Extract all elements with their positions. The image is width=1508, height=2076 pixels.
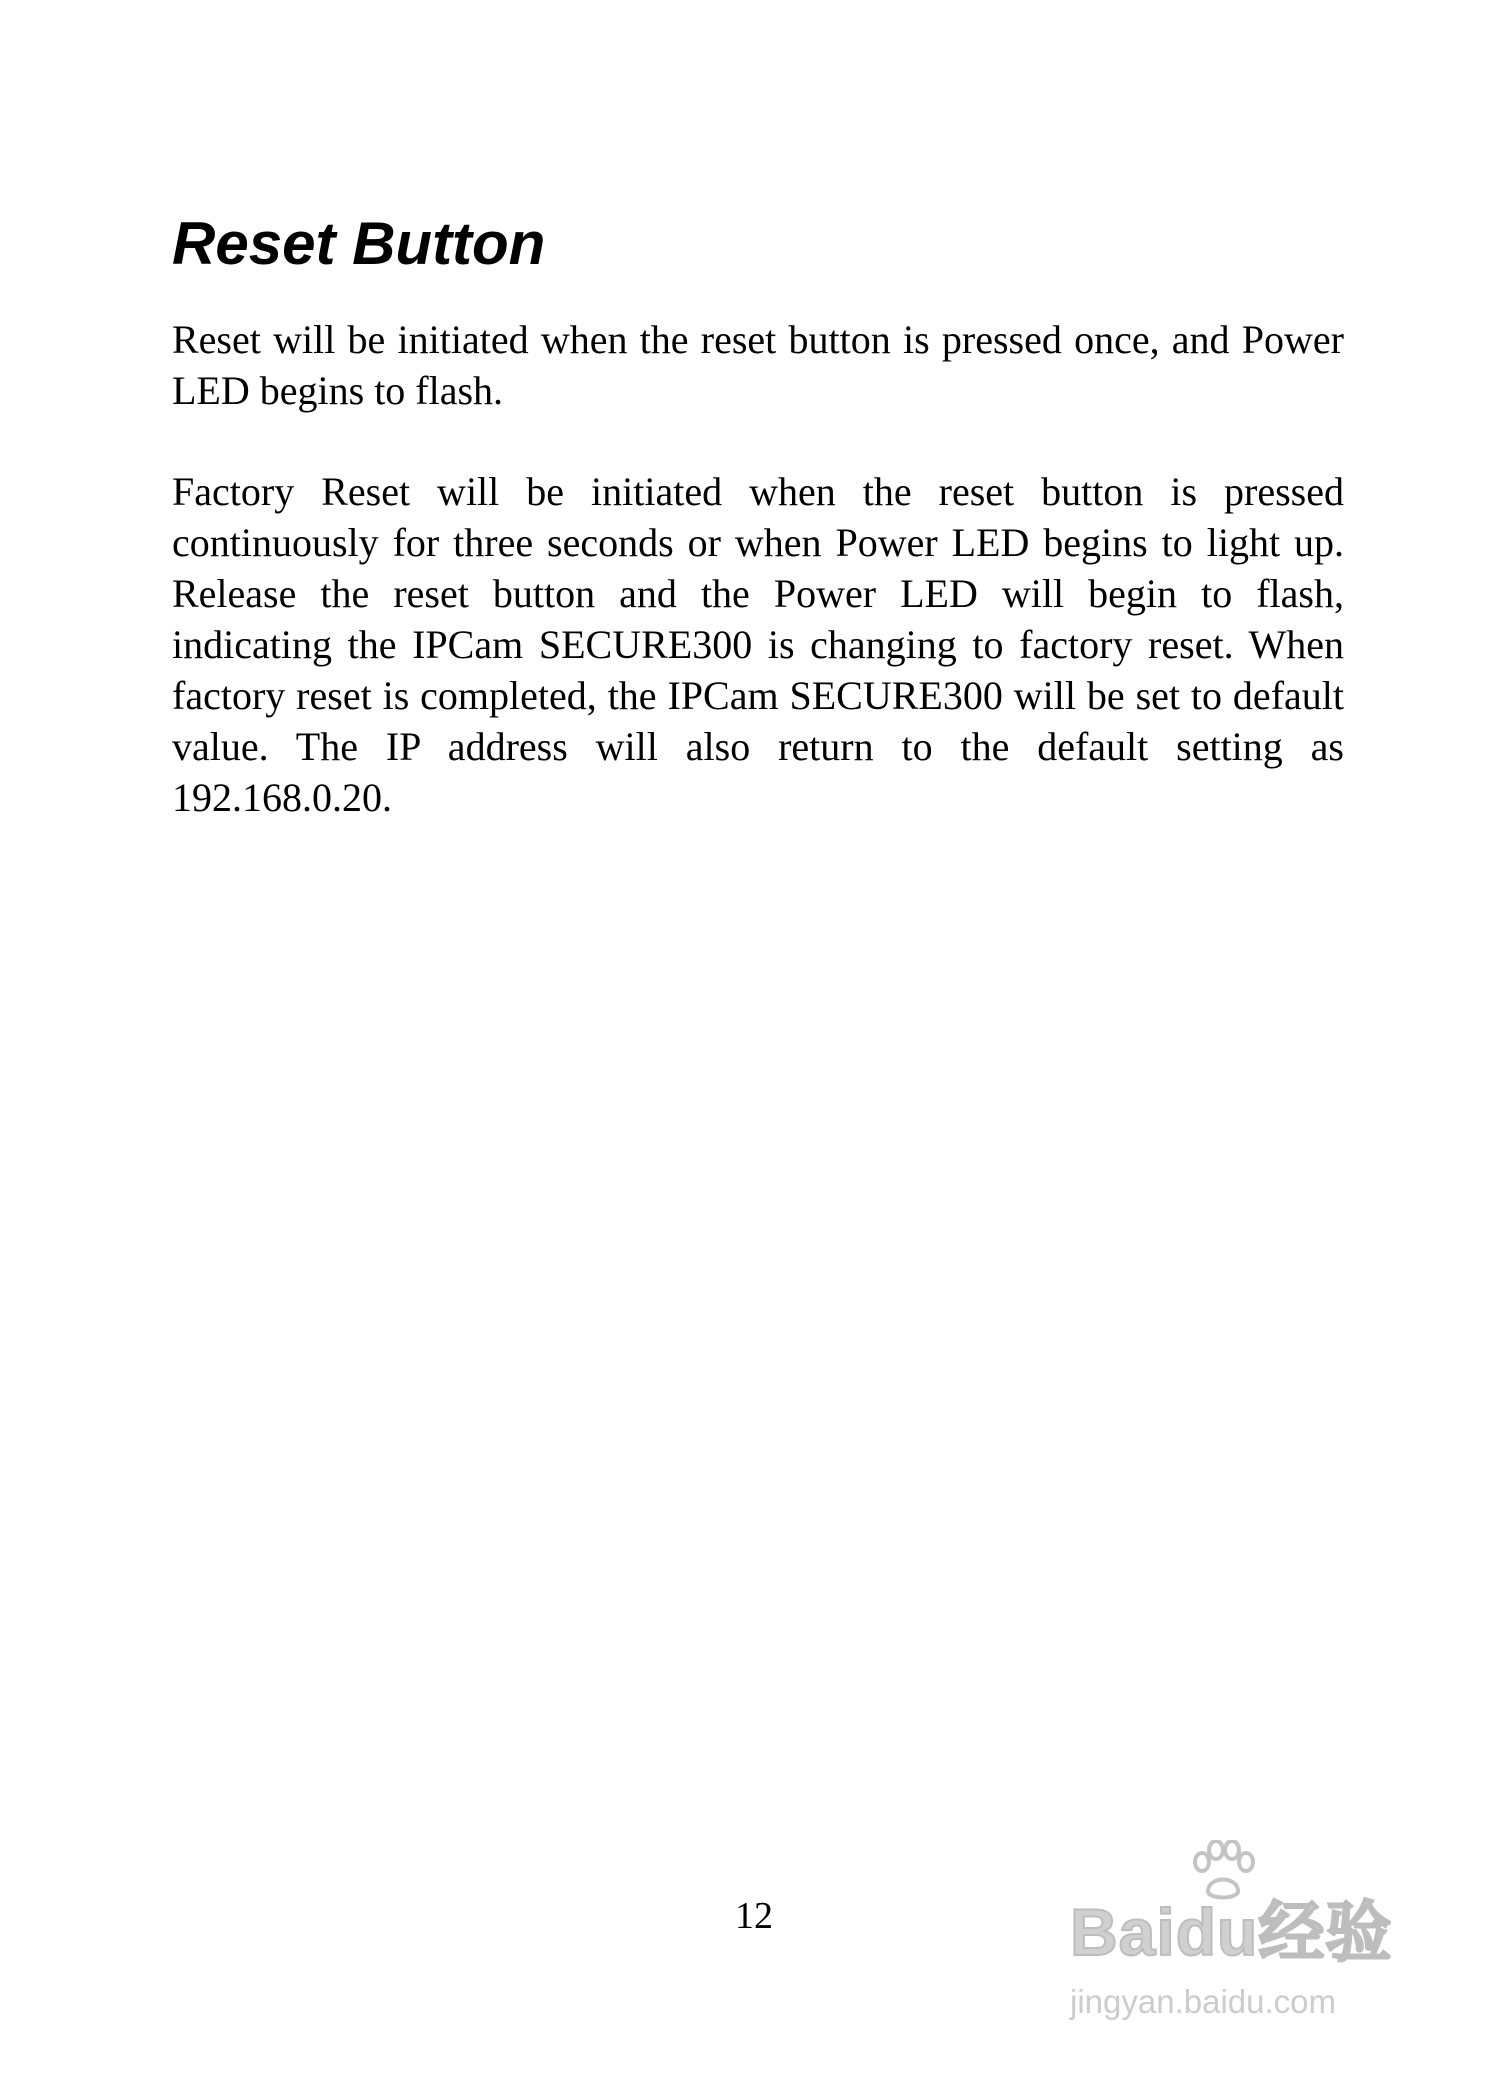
page-number: 12 <box>735 1895 773 1937</box>
reset-paragraph: Reset will be initiated when the reset button is pressed once, and Power LED begins to flash. <box>172 317 1344 413</box>
baidu-watermark <box>1070 1840 1430 2050</box>
watermark-url: jingyan.baidu.com <box>1070 1983 1336 2020</box>
watermark-logo: Baidu经验 <box>1070 1895 1393 1969</box>
factory-reset-paragraph: Factory Reset will be initiated when the reset button is pressed continuously for three seconds or when Power LED begins to light up. Release the reset button and the Power LED will begin to flash, indicating the IPCam SECURE300 is changing to factory reset. When factory reset is completed, the IPCam SECURE300 will be set to default value. The IP address will also return to the default setting as 192.168.0.20. <box>172 469 1344 820</box>
section-heading: Reset Button <box>172 210 546 277</box>
